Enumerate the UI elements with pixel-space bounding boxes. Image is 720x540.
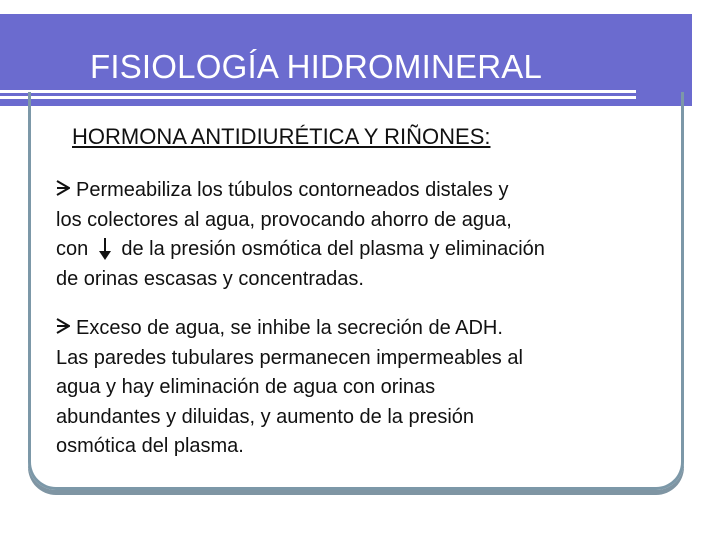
bullet-line: Las paredes tubulares permanecen impermeables al [56,346,523,369]
bullet-text: Exceso de agua, se inhibe la secreción de ADH. [76,317,503,339]
bullet-line [56,314,676,344]
bullet-arrow-icon [56,318,70,334]
bullet-text: Permeabiliza los túbulos contorneados distales y [76,179,509,201]
bullet-line [56,176,676,206]
bullet-line: osmótica del plasma. [56,435,244,457]
slide-subtitle: HORMONA ANTIDIURÉTICA Y RIÑONES: [72,124,491,149]
bullet-paragraph-2 [56,314,676,462]
slide-title: FISIOLOGÍA HIDROMINERAL [90,48,543,85]
bullet-line [56,235,676,265]
bullet-line: de orinas escasas y concentradas. [56,267,364,290]
bullet-text: de la presión osmótica del plasma y eliminación [121,238,545,260]
bullet-line: agua y hay eliminación de agua con orinas [56,376,436,398]
bullet-paragraph-1 [56,176,676,294]
bullet-line: abundantes y diluidas, y aumento de la presión [56,405,475,428]
bullet-arrow-icon [56,180,70,196]
bullet-line: los colectores al agua, provocando ahorro de agua, [56,208,512,231]
down-arrow-icon [96,237,114,261]
bullet-text: con [56,238,89,260]
